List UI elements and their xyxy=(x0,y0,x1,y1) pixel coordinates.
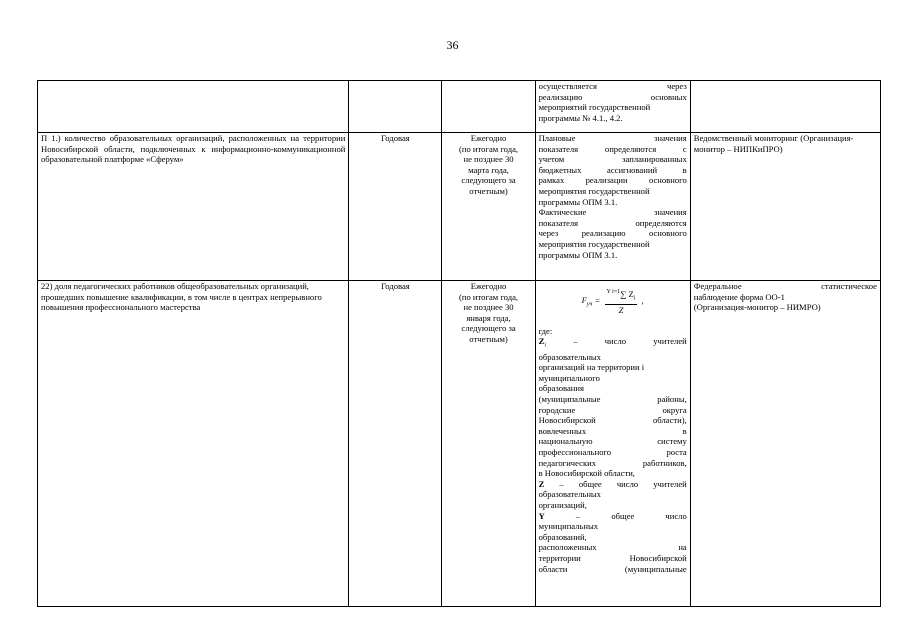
method-line: программы ОПМ 3.1. xyxy=(538,249,618,260)
source-cell: Ведомственный мониторинг (Организация-монитор – НИПКиПРО) xyxy=(690,133,880,281)
deadline-cell xyxy=(442,281,535,607)
deadline-line: марта года, xyxy=(468,164,509,175)
formula xyxy=(539,287,687,316)
periodicity-cell: Годовая xyxy=(349,133,442,281)
source-line: наблюдение форма ОО-1 xyxy=(693,291,785,302)
method-line: Плановые значения xyxy=(538,133,687,143)
method-line: мероприятия государственной xyxy=(538,185,650,196)
page-number: 36 xyxy=(446,38,459,52)
where-label: где: xyxy=(538,325,553,336)
deadline-line: отчетным) xyxy=(469,185,508,196)
method-cell xyxy=(535,81,690,133)
variable-name: Z xyxy=(538,336,545,347)
method-line: показателя определяются с xyxy=(538,143,687,154)
method-line: учетом запланированных xyxy=(538,154,687,165)
variable-name: Z xyxy=(538,478,545,489)
deadline-cell xyxy=(442,133,535,281)
source-cell xyxy=(690,281,880,607)
variable-name: Y xyxy=(538,510,545,521)
method-line: показателя определяются xyxy=(538,217,687,228)
method-line: бюджетных ассигнований в xyxy=(538,164,687,175)
deadline-line: Ежегодно xyxy=(470,281,507,291)
method-line: реализацию основных xyxy=(538,91,687,102)
source-line: Федеральное статистическое xyxy=(693,281,877,291)
method-line: расположенных на xyxy=(538,542,687,553)
deadline-line: отчетным) xyxy=(469,333,508,344)
method-line: городские округа xyxy=(538,404,687,415)
method-line: в Новосибирской области, xyxy=(538,468,635,479)
deadline-line: не позднее 30 xyxy=(463,154,514,165)
deadline-line: не позднее 30 xyxy=(463,302,514,313)
indicator-name-cell: 22) доля педагогических работников общеобразовательных организаций, прошедших повышение квалификации, в том числе в центрах непрерывного повышения профессионального мастерства xyxy=(38,281,349,607)
formula-denominator: Z xyxy=(618,305,624,316)
formula-equals: = xyxy=(594,295,601,306)
method-line: образовательных xyxy=(538,489,601,500)
deadline-cell xyxy=(442,81,535,133)
method-line: программы № 4.1., 4.2. xyxy=(538,112,623,123)
deadline-line: Ежегодно xyxy=(470,133,507,143)
method-line: организаций, xyxy=(538,499,587,510)
deadline-line: января года, xyxy=(466,312,511,323)
method-line: мероприятий государственной xyxy=(538,102,651,113)
method-line: мероприятия государственной xyxy=(538,238,650,249)
method-line: образования xyxy=(538,383,584,394)
method-line: Новосибирской области), xyxy=(538,415,687,426)
method-line: осуществляется через xyxy=(538,81,687,91)
variable-subscript: i xyxy=(544,343,546,350)
method-line: вовлеченных в xyxy=(538,425,687,436)
periodicity-cell xyxy=(349,81,442,133)
source-line: (Организация-монитор – НИМРО) xyxy=(693,302,821,313)
indicator-name-cell xyxy=(38,81,349,133)
deadline-line: (по итогам года, xyxy=(458,143,519,154)
method-line: рамках реализации основного xyxy=(538,175,687,186)
periodicity-cell: Годовая xyxy=(349,281,442,607)
deadline-line: следующего за xyxy=(461,323,516,334)
method-line: Y – общее число xyxy=(538,510,687,521)
method-line: национальную систему xyxy=(538,436,687,447)
method-line: через реализацию основного xyxy=(538,228,687,239)
formula-numerator: $^{Y i=1}$∑ $Z_i$ xyxy=(605,287,638,305)
indicator-name-cell: П 1.) количество образовательных организаций, расположенных на территории Новосибирской области, подключенных к информационно-коммуникационной образовательной платформе «Сферум» xyxy=(38,133,349,281)
method-line: области (муниципальные xyxy=(538,563,687,574)
method-line: $Z_i$ – число учителей xyxy=(538,336,687,350)
method-line: образований, xyxy=(538,531,587,542)
table-row-continuation xyxy=(38,81,881,133)
method-line: профессионального роста xyxy=(538,447,687,458)
formula-fraction xyxy=(605,287,638,316)
formula-tail: , xyxy=(641,295,644,306)
deadline-line: следующего за xyxy=(461,175,516,186)
method-lines xyxy=(539,336,687,574)
method-line: программы ОПМ 3.1. xyxy=(538,196,618,207)
method-line: муниципальных xyxy=(538,521,599,532)
method-line: Z – общее число учителей xyxy=(538,478,687,489)
method-line: образовательных xyxy=(538,351,601,362)
method-cell xyxy=(535,281,690,607)
method-line: Фактические значения xyxy=(538,207,687,218)
method-line: (муниципальные районы, xyxy=(538,394,687,405)
table-row-sferum xyxy=(38,133,881,281)
indicator-table xyxy=(37,80,881,607)
method-line: муниципального xyxy=(538,372,600,383)
table-row-teachers-qualification xyxy=(38,281,881,607)
method-line: педагогических работников, xyxy=(538,457,687,468)
method-cell xyxy=(535,133,690,281)
method-line: территории Новосибирской xyxy=(538,552,687,563)
formula-lhs: $F_{уч}$ xyxy=(581,295,593,309)
method-line: организаций на территории i xyxy=(538,362,645,373)
deadline-line: (по итогам года, xyxy=(458,291,519,302)
source-cell xyxy=(690,81,880,133)
